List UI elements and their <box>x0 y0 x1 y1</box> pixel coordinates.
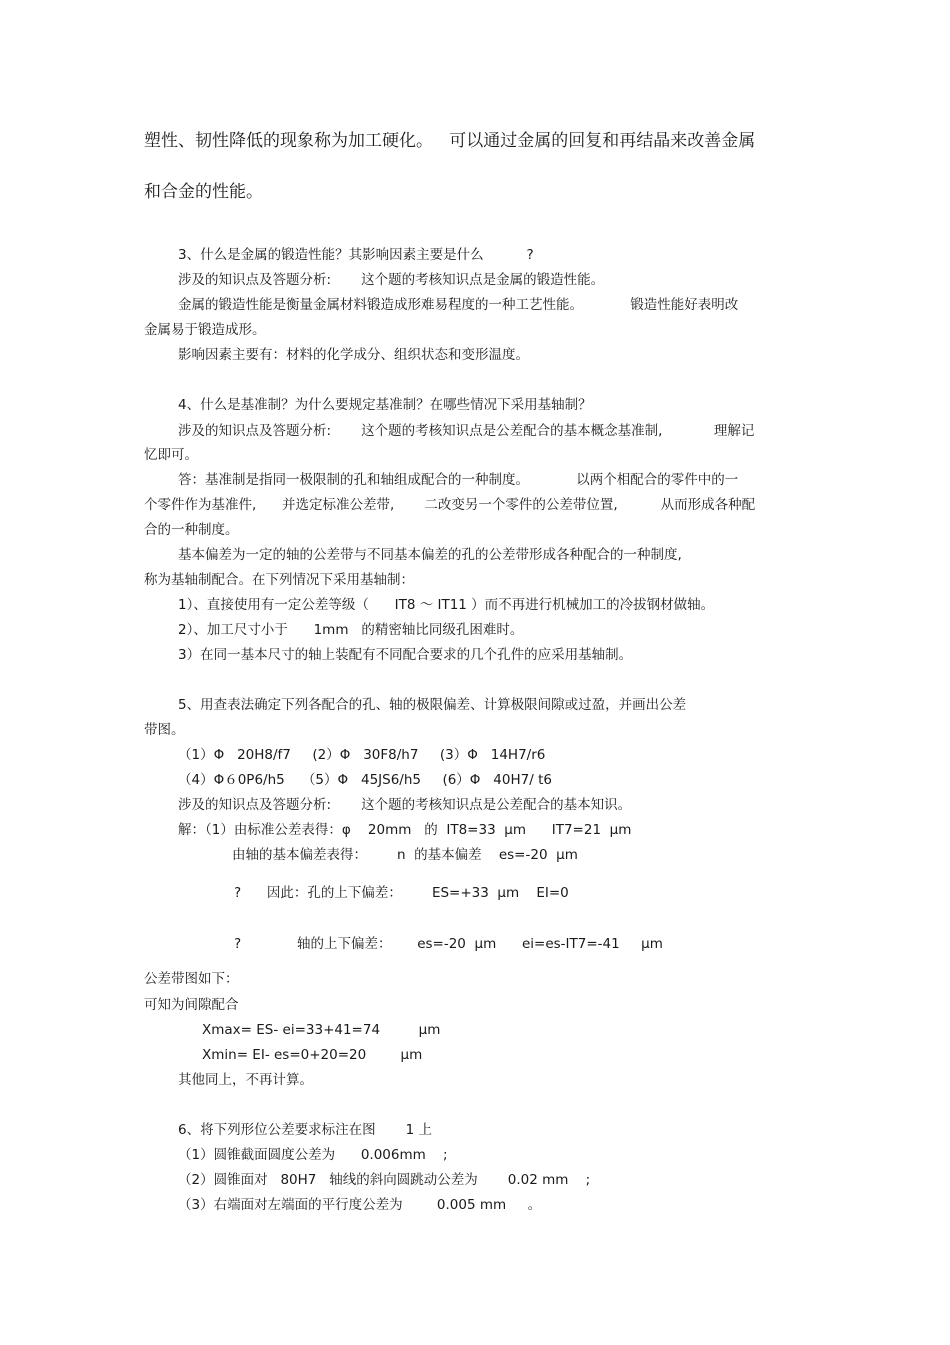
q5-analysis: 涉及的知识点及答题分析: 这个题的考核知识点是公差配合的基本知识。 <box>178 797 632 813</box>
q6-requirement-1: （1）圆锥截面圆度公差为 0.006mm ; <box>178 1147 448 1163</box>
intro-line-1: 塑性、韧性降低的现象称为加工硬化。 可以通过金属的回复和再结晶来改善金属 <box>144 131 756 151</box>
q4-title: 4、什么是基准制？为什么要规定基准制？在哪些情况下采用基轴制？ <box>178 397 592 413</box>
q5-zone-caption: 公差带图如下： <box>144 971 239 987</box>
q3-paragraph-1b: 金属易于锻造成形。 <box>144 322 266 338</box>
intro-line-2: 和合金的性能。 <box>144 182 263 202</box>
q4-list-item-1: 1）、直接使用有一定公差等级（ IT8 ～ IT11 ）而不再进行机械加工的冷拔钢材做轴。 <box>178 597 715 613</box>
q5-title-a: 5、用查表法确定下列各配合的孔、轴的极限偏差、计算极限间隙或过盈，并画出公差 <box>178 697 687 713</box>
q4-answer-b: 个零件作为基准件, 并选定标准公差带, 二改变另一个零件的公差带位置, 从而形成各种配 <box>144 497 756 513</box>
q5-rest: 其他同上，不再计算。 <box>178 1072 313 1088</box>
q4-answer-a: 答：基准制是指同一极限制的孔和轴组成配合的一种制度。 以两个相配合的零件中的一 <box>178 472 739 488</box>
q3-title: 3、什么是金属的锻造性能？其影响因素主要是什么 ? <box>178 247 534 263</box>
q5-title-b: 带图。 <box>144 722 185 738</box>
q4-analysis-b: 忆即可。 <box>144 447 198 463</box>
q4-answer-c: 合的一种制度。 <box>144 522 239 538</box>
q5-xmin: Xmin= EI- es=0+20=20 μm <box>202 1047 423 1063</box>
q4-analysis-a: 涉及的知识点及答题分析: 这个题的考核知识点是公差配合的基本概念基准制, 理解记 <box>178 423 755 439</box>
q5-hole-deviation: ? 因此：孔的上下偏差： ES=+33 μm EI=0 <box>234 885 569 901</box>
q6-requirement-3: （3）右端面对左端面的平行度公差为 0.005 mm 。 <box>178 1197 542 1213</box>
q4-paragraph-2b: 称为基轴制配合。在下列情况下采用基轴制： <box>144 572 414 588</box>
q5-solution-2: 由轴的基本偏差表得： n 的基本偏差 es=-20 μm <box>232 847 578 863</box>
q4-paragraph-2a: 基本偏差为一定的轴的公差带与不同基本偏差的孔的公差带形成各种配合的一种制度, <box>178 547 682 563</box>
q5-xmax: Xmax= ES- ei=33+41=74 μm <box>202 1022 441 1038</box>
q5-fit-type: 可知为间隙配合 <box>144 997 239 1013</box>
q5-fits-row-1: （1）Φ 20H8/f7 (2）Φ 30F8/h7 (3）Φ 14H7/r6 <box>178 747 546 763</box>
q3-paragraph-1a: 金属的锻造性能是衡量金属材料锻造成形难易程度的一种工艺性能。 锻造性能好表明改 <box>178 297 739 313</box>
q5-solution-1: 解：（1）由标准公差表得：φ 20mm 的 IT8=33 μm IT7=21 μm <box>178 822 632 838</box>
q4-list-item-2: 2）、加工尺寸小于 1mm 的精密轴比同级孔困难时。 <box>178 622 524 638</box>
q5-shaft-deviation: ? 轴的上下偏差： es=-20 μm ei=es-IT7=-41 μm <box>234 936 663 952</box>
q6-requirement-2: （2）圆锥面对 80H7 轴线的斜向圆跳动公差为 0.02 mm ; <box>178 1172 591 1188</box>
q3-paragraph-2: 影响因素主要有：材料的化学成分、组织状态和变形温度。 <box>178 347 529 363</box>
q6-title: 6、将下列形位公差要求标注在图 1 上 <box>178 1122 433 1138</box>
q5-fits-row-2: （4）Φ６0P6/h5 （5）Φ 45JS6/h5 (6）Φ 40H7/ t6 <box>178 772 552 788</box>
q3-analysis: 涉及的知识点及答题分析: 这个题的考核知识点是金属的锻造性能。 <box>178 272 605 288</box>
q4-list-item-3: 3）在同一基本尺寸的轴上装配有不同配合要求的几个孔件的应采用基轴制。 <box>178 647 633 663</box>
